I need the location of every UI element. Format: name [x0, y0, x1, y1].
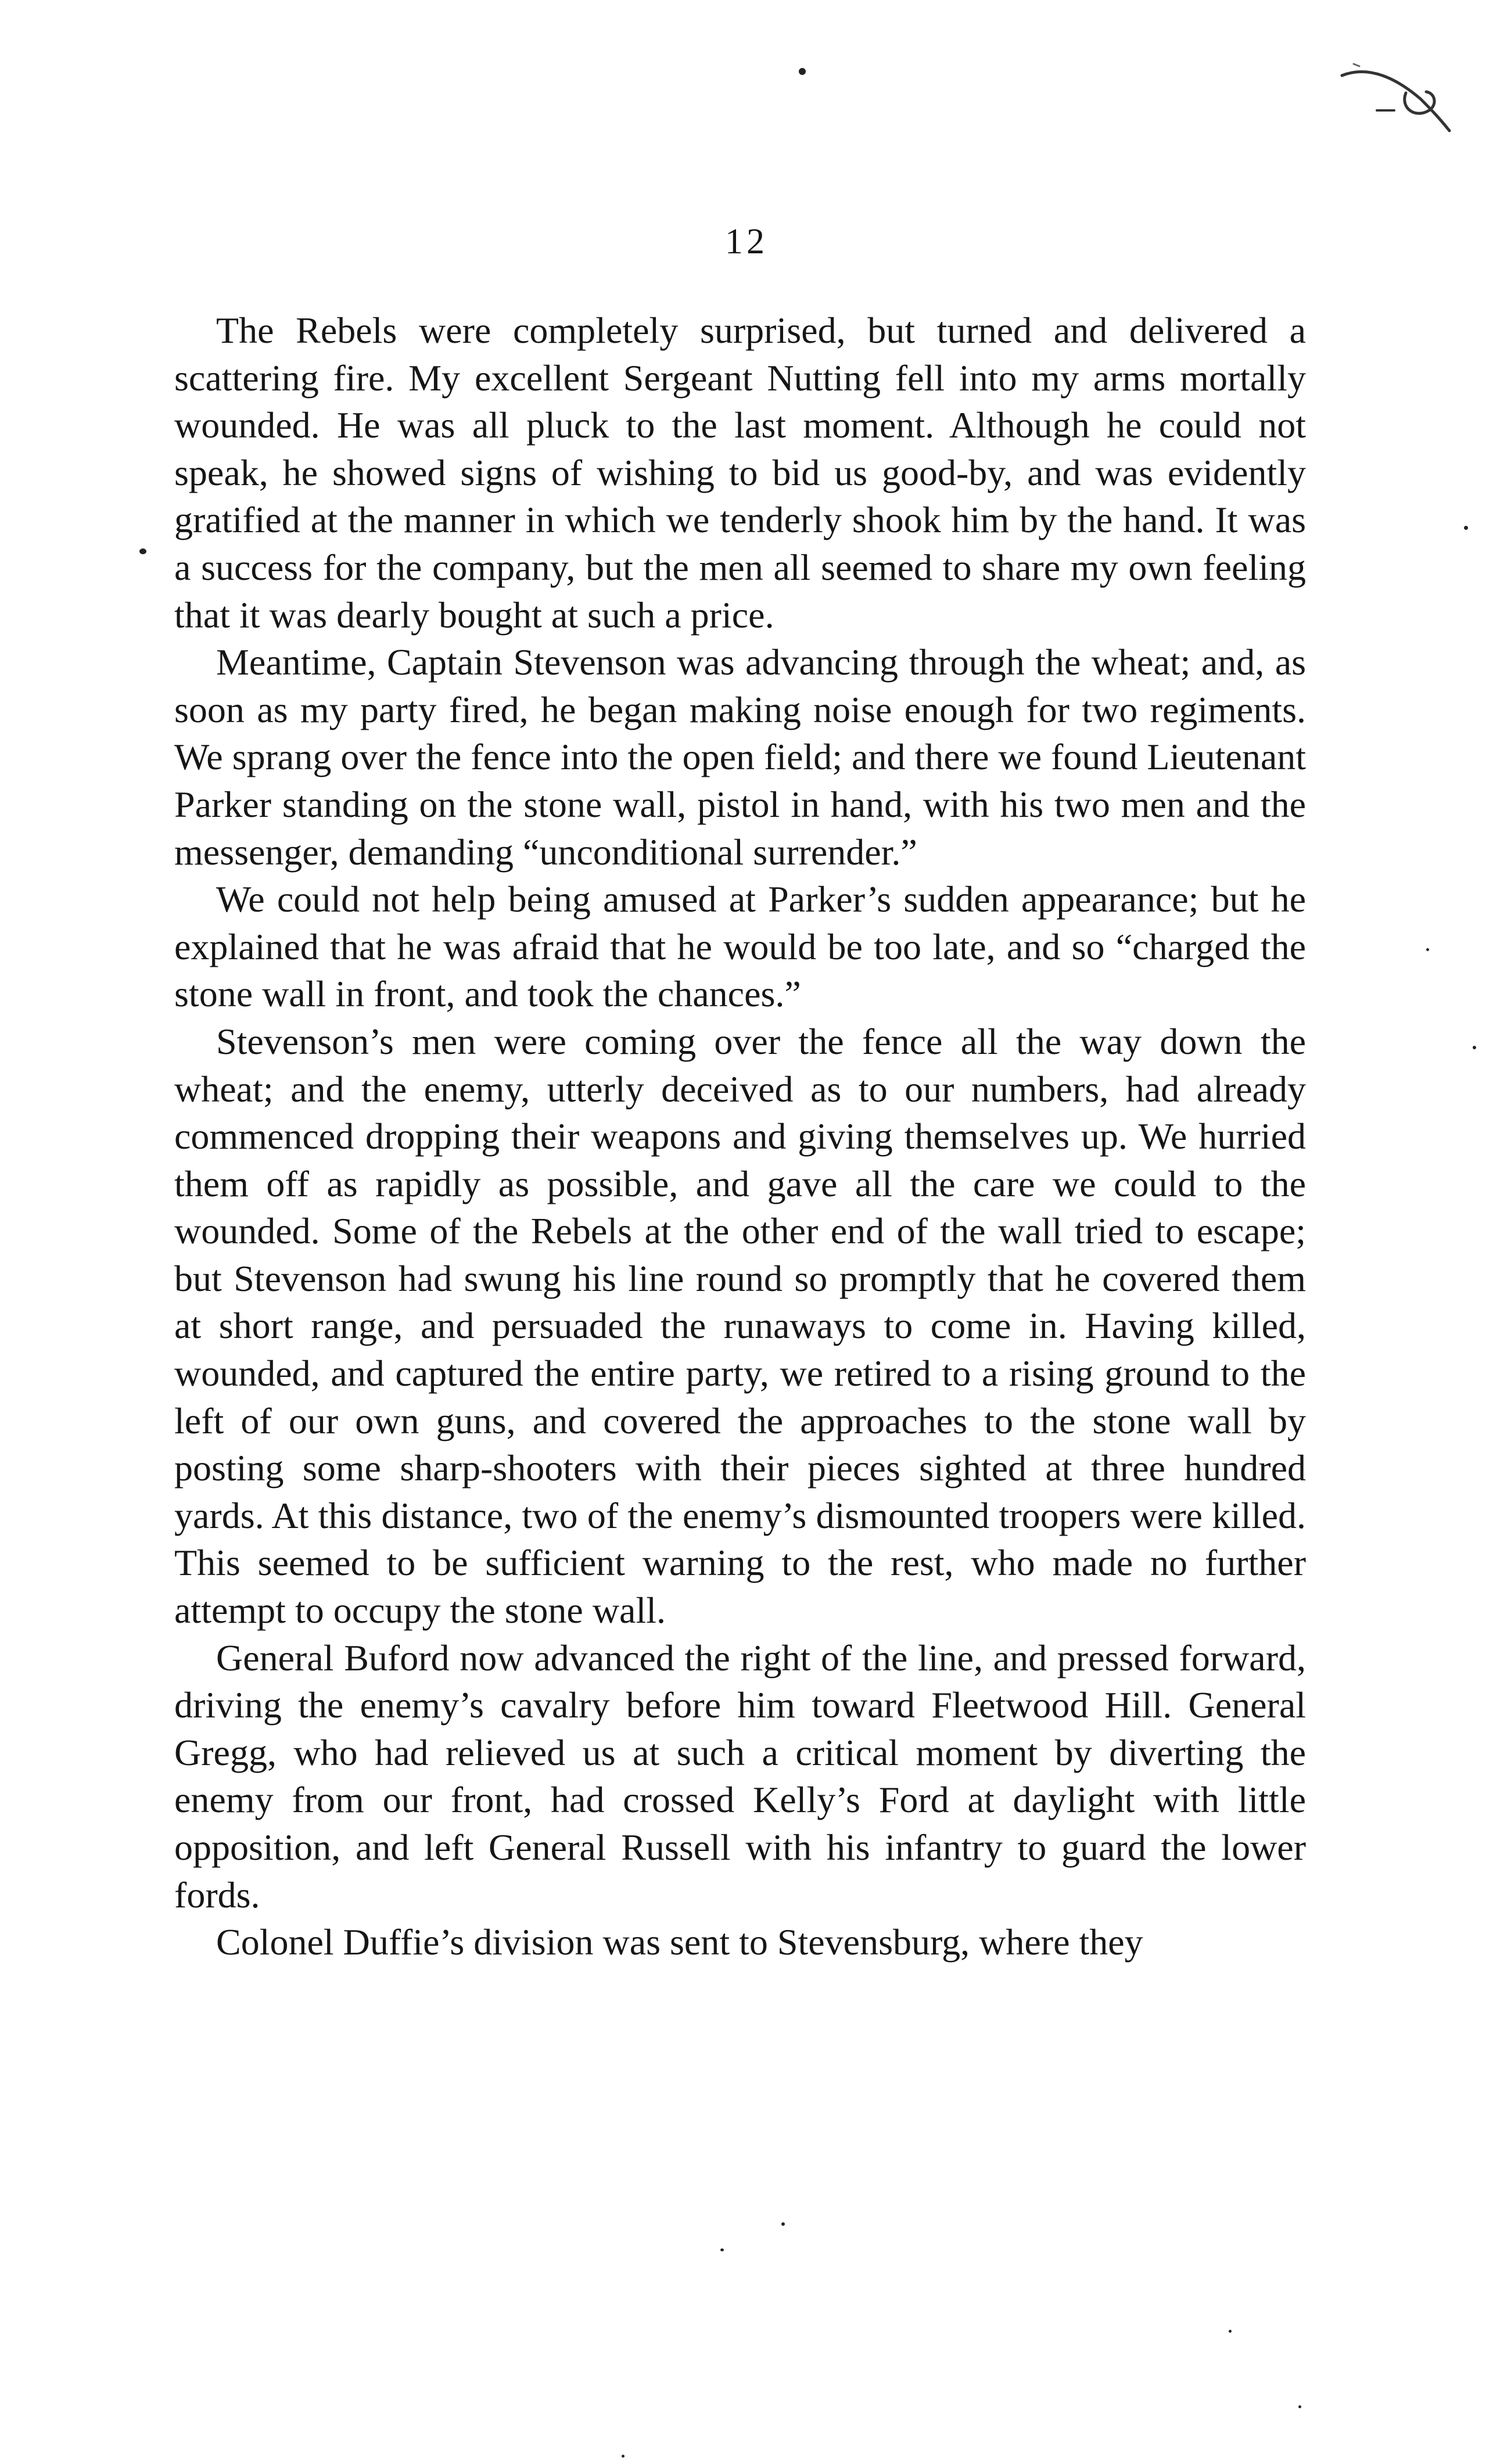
paragraph: Colonel Duffie’s division was sent to Stevensburg, where they	[216, 1921, 1143, 1963]
corner-ink-mark	[1319, 23, 1470, 163]
paragraph: We could not help being amused at Parker’s sudden appearance; but he explained that he was afraid that he would be too late, and so “charged the stone wall in front, and took the chances.”	[174, 878, 1306, 1015]
paragraph: General Buford now advanced the right of the line, and pressed forward, driving the enemy’s cavalry before him toward Fleetwood Hill. General Gregg, who had relieved us at such a critical moment by diverting the enemy from our front, had crossed Kelly’s Ford at daylight with little opposition, and left General Russell with his infantry to guard the lower fords.	[174, 1637, 1306, 1916]
ink-speck	[1298, 2405, 1301, 2408]
body-text	[174, 307, 1306, 1966]
ink-speck	[1473, 1046, 1476, 1049]
ink-speck	[1229, 2330, 1232, 2333]
paragraph: The Rebels were completely surprised, but turned and delivered a scattering fire. My excellent Sergeant Nutting fell into my arms mortally wounded. He was all pluck to the last moment. Although he could not speak, he showed signs of wishing to bid us good-by, and was evidently gratified at the manner in which we tenderly shook him by the hand. It was a success for the company, but the men all seemed to share my own feeling that it was dearly bought at such a price.	[174, 310, 1306, 636]
ink-speck	[799, 68, 806, 75]
ink-speck	[781, 2222, 785, 2226]
paragraph: Meantime, Captain Stevenson was advancing through the wheat; and, as soon as my party fired, he began making noise enough for two regiments. We sprang over the fence into the open field; and there we found Lieutenant Parker standing on the stone wall, pistol in hand, with his two men and the messenger, demanding “unconditional surrender.”	[174, 641, 1306, 873]
paragraph: Stevenson’s men were coming over the fence all the way down the wheat; and the enemy, utterly deceived as to our numbers, had already commenced dropping their weapons and giving themselves up. We hurried them off as rapidly as possible, and gave all the care we could to the wounded. Some of the Rebels at the other end of the wall tried to escape; but Stevenson had swung his line round so promptly that he covered them at short range, and persuaded the runaways to come in. Having killed, wounded, and captured the entire party, we retired to a rising ground to the left of our own guns, and covered the approaches to the stone wall by posting some sharp-shooters with their pieces sighted at three hundred yards. At this distance, two of the enemy’s dismounted troopers were killed. This seemed to be sufficient warning to the rest, who made no further attempt to occupy the stone wall.	[174, 1020, 1306, 1631]
ink-speck	[720, 2248, 724, 2251]
ink-speck	[622, 2455, 625, 2458]
ink-speck	[1464, 526, 1468, 530]
ink-speck	[1426, 948, 1429, 951]
page-number: 12	[725, 222, 768, 261]
ink-speck	[139, 548, 146, 554]
